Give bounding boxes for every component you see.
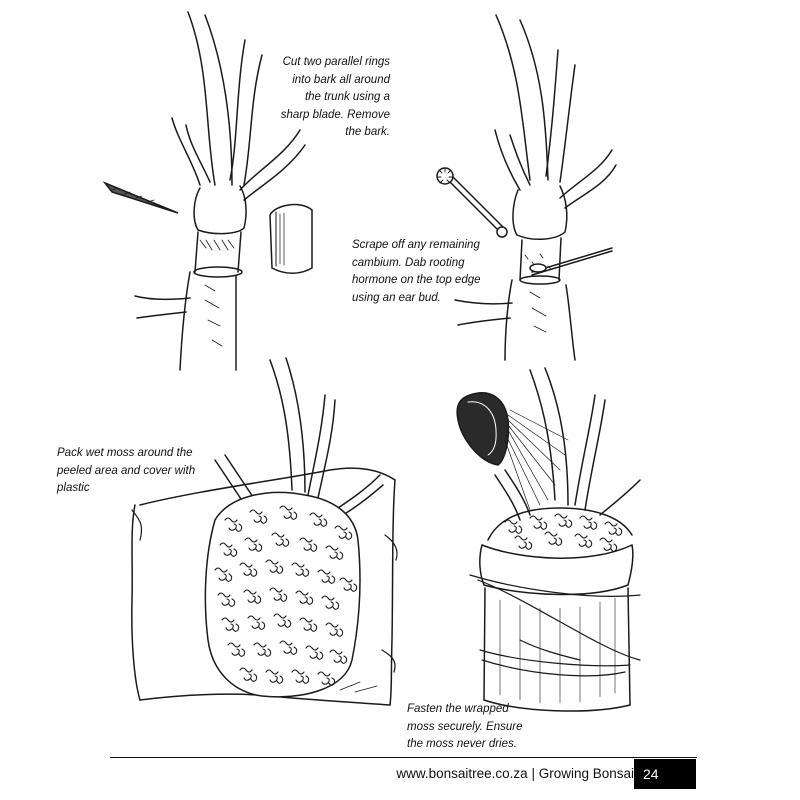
caption-line: into bark all around (292, 73, 390, 86)
footer-source: www.bonsaitree.co.za | Growing Bonsai (396, 766, 634, 781)
caption-line: hormone on the top edge (352, 274, 481, 286)
caption-line: the moss never dries. (407, 738, 517, 750)
caption-line: the trunk using a (304, 91, 390, 103)
page-number: 24 (634, 759, 696, 789)
caption-line: using an ear bud. (352, 291, 441, 304)
caption-line: Pack wet moss around the (57, 447, 193, 459)
caption-line: Fasten the wrapped (407, 703, 509, 715)
caption-line: Cut two parallel rings (282, 56, 390, 68)
caption-step2 (352, 237, 481, 307)
illustration-step4 (457, 368, 640, 711)
caption-line: peeled area and cover with (57, 464, 196, 477)
caption-step3 (57, 445, 195, 498)
caption-line: cambium. Dab rooting (352, 256, 465, 269)
caption-line: plastic (57, 482, 90, 494)
caption-line: the bark. (345, 126, 390, 138)
caption-line: sharp blade. Remove (280, 108, 390, 121)
caption-line: Scrape off any remaining (352, 239, 480, 251)
illustration-step3 (132, 358, 397, 705)
caption-step4 (407, 701, 522, 754)
caption-step1 (281, 54, 390, 142)
illustration-step2 (437, 15, 616, 360)
caption-line: moss securely. Ensure (407, 720, 523, 733)
footer-divider (110, 757, 697, 758)
